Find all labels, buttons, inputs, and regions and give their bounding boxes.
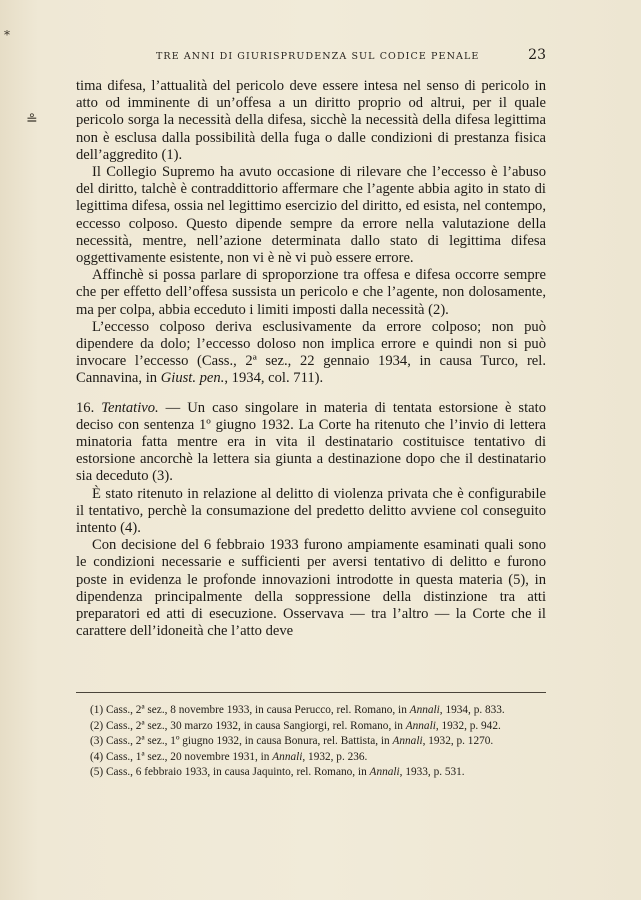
paragraph: Affinchè si possa parlare di sproporzione tra offesa e difesa occorre sempre che per effetto dell’offesa sussista un pericolo e che l’agente, non dolosamente, ma per colpa, abbia ecceduto i limiti imposti dalla necessità (2). [76,267,546,318]
page-number: 23 [528,47,546,63]
section-title: Tentativo. [101,399,159,416]
margin-mark-left: ≗ [26,112,38,128]
paragraph: tima difesa, l’attualità del pericolo deve essere intesa nel senso di pericolo in atto od imminente di un’offesa a un diritto proprio od altrui, per il quale pericolo sorga la necessità della difesa, sicchè la necessità della difesa legittima non è esclusa dalla possibilità della fuga o dalle condizioni di prestanza fisica dell’aggredito (1). [76,78,546,163]
paragraph: È stato ritenuto in relazione al delitto di violenza privata che è configurabile il tentativo, perchè la consumazione del predetto delitto avviene col conseguito intento (4). [76,485,546,537]
citation-tail: , 1934, col. 711). [224,370,324,387]
paragraph: Il Collegio Supremo ha avuto occasione di rilevare che l’eccesso è l’abuso del diritto, talchè è contraddittorio affermare che l’agente abbia agito in stato di legittima difesa, ossia nel legittimo esercizio del diritto, ed esista, nel contempo, eccesso colposo. Questo dipende sempre da errore nella valutazione della necessità, mentre, nell’azione determinata dallo stato di legittima difesa oggettivamente esistente, non vi è nè vi può essere errore. [76,164,546,267]
page-header [76,49,546,67]
margin-mark-top: ⁎ [4,24,10,38]
journal-title: Annali [369,766,400,779]
journal-title: Giust. pen. [160,370,225,387]
journal-title: Annali [272,750,303,763]
section-paragraph [76,400,546,486]
footnote: (5) Cass., 6 febbraio 1933, in causa Jaquinto, rel. Romano, in Annali, 1933, p. 531. [90,766,465,779]
footnote: (2) Cass., 2ª sez., 30 marzo 1932, in causa Sangiorgi, rel. Romano, in Annali, 1932, p. 942. [90,719,501,732]
footnote-divider [76,692,546,693]
footnote: (1) Cass., 2ª sez., 8 novembre 1933, in causa Perucco, rel. Romano, in Annali, 1934, p. 833. [90,704,505,716]
footnotes [76,703,546,781]
paragraph-text: Un caso singolare in materia di tentata estorsione è stato deciso con sentenza 1º giugno 1932. La Corte ha ritenuto che l’invio di lettera minatoria fatta mentre era in vita il destinatario costituisce tentativo di estorsione ancorchè la lettera sia giunta a destinazione dopo che il destinatario sia deceduto (3). [76,399,546,485]
running-title: TRE ANNI DI GIURISPRUDENZA SUL CODICE PENALE [156,51,480,62]
journal-title: Annali [392,735,423,748]
main-text [76,78,546,641]
section-dash: — [158,399,188,416]
section-number: 16. [76,399,95,416]
paragraph-text: L’eccesso colposo deriva esclusivamente da errore colposo; non può dipendere da dolo; l’eccesso doloso non implica errore e quindi non si può invocare l’eccesso (Cass., 2ª sez., 22 gennaio 1934, in causa Turco, rel. Cannavina, in [76,318,546,387]
journal-title: Annali [405,719,436,732]
journal-title: Annali [409,704,440,716]
footnote: (3) Cass., 2ª sez., 1º giugno 1932, in causa Bonura, rel. Battista, in Annali, 1932, p. 1270. [90,735,494,748]
paragraph-with-citation [76,319,546,388]
paragraph: Con decisione del 6 febbraio 1933 furono ampiamente esaminati quali sono le condizioni necessarie e sufficienti per aversi tentativo di delitto e furono poste in evidenza le profonde innovazioni introdotte in questa materia (5), in dipendenza principalmente della soppressione della distinzione tra atti preparatori ed atti di esecuzione. Osservava — tra l’altro — la Corte che il carattere dell’idoneità che l’atto deve [76,537,546,640]
footnote: (4) Cass., 1ª sez., 20 novembre 1931, in Annali, 1932, p. 236. [90,750,368,763]
